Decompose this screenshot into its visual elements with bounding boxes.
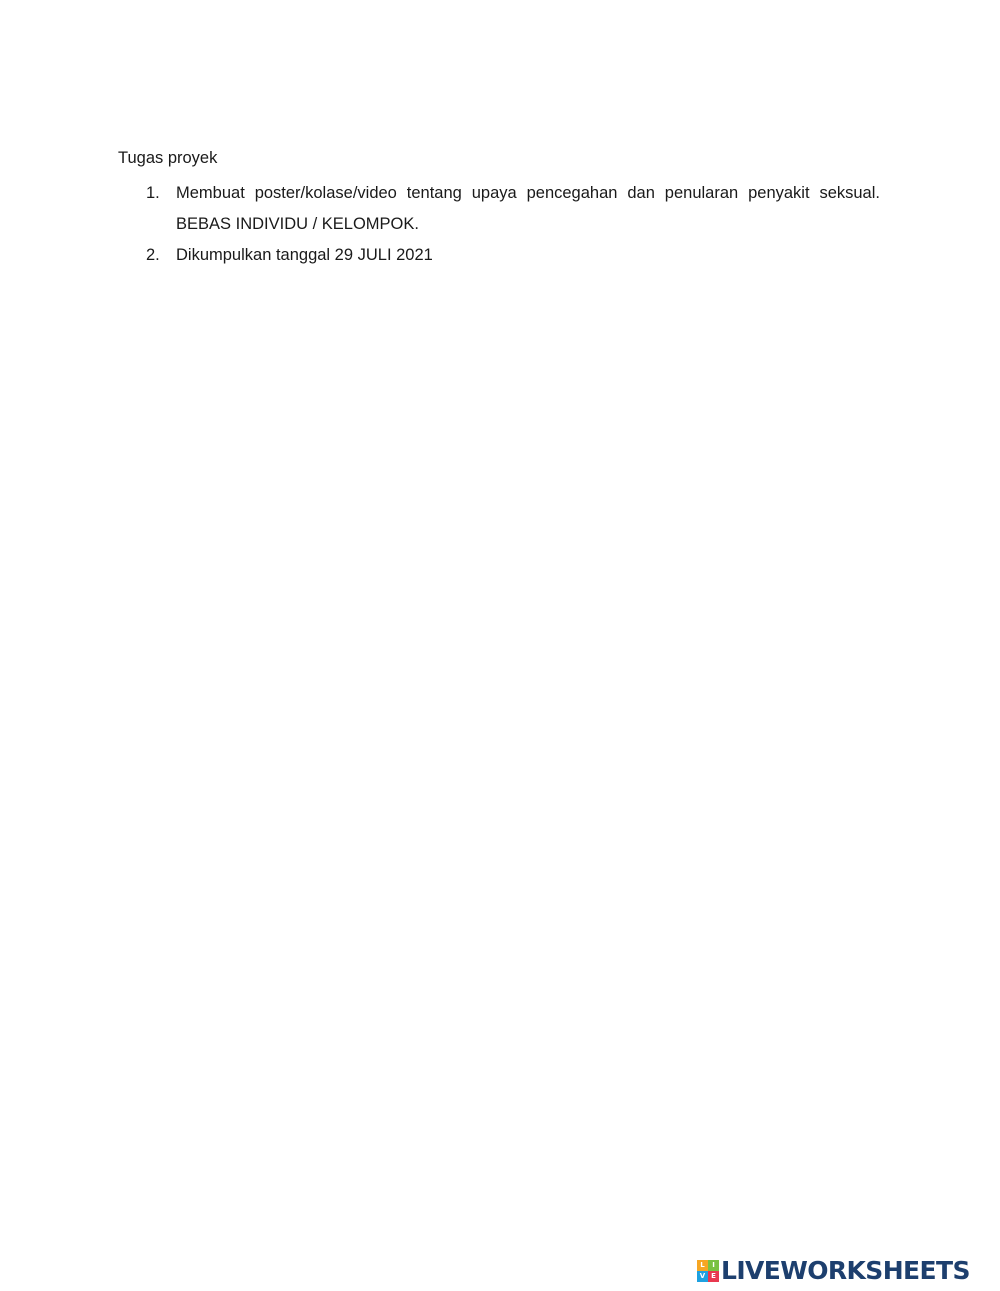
task-item — [146, 240, 880, 271]
brand-wordmark: LIVEWORKSHEETS — [721, 1256, 970, 1285]
liveworksheets-logo-icon — [697, 1260, 719, 1282]
task-list — [146, 178, 880, 271]
task-number: 1. — [146, 184, 160, 202]
logo-tile-v: V — [697, 1271, 708, 1282]
task-number: 2. — [146, 246, 160, 264]
logo-tile-e: E — [708, 1271, 719, 1282]
logo-tile-l: L — [697, 1260, 708, 1271]
task-item — [146, 178, 880, 240]
logo-tile-i: I — [708, 1260, 719, 1271]
task-text: Membuat poster/kolase/video tentang upaya pencegahan dan penularan penyakit seksual. BEBAS INDIVIDU / KELOMPOK. — [176, 184, 880, 233]
task-heading: Tugas proyek — [118, 149, 218, 167]
liveworksheets-brand — [697, 1256, 970, 1286]
task-text: Dikumpulkan tanggal 29 JULI 2021 — [176, 246, 433, 264]
